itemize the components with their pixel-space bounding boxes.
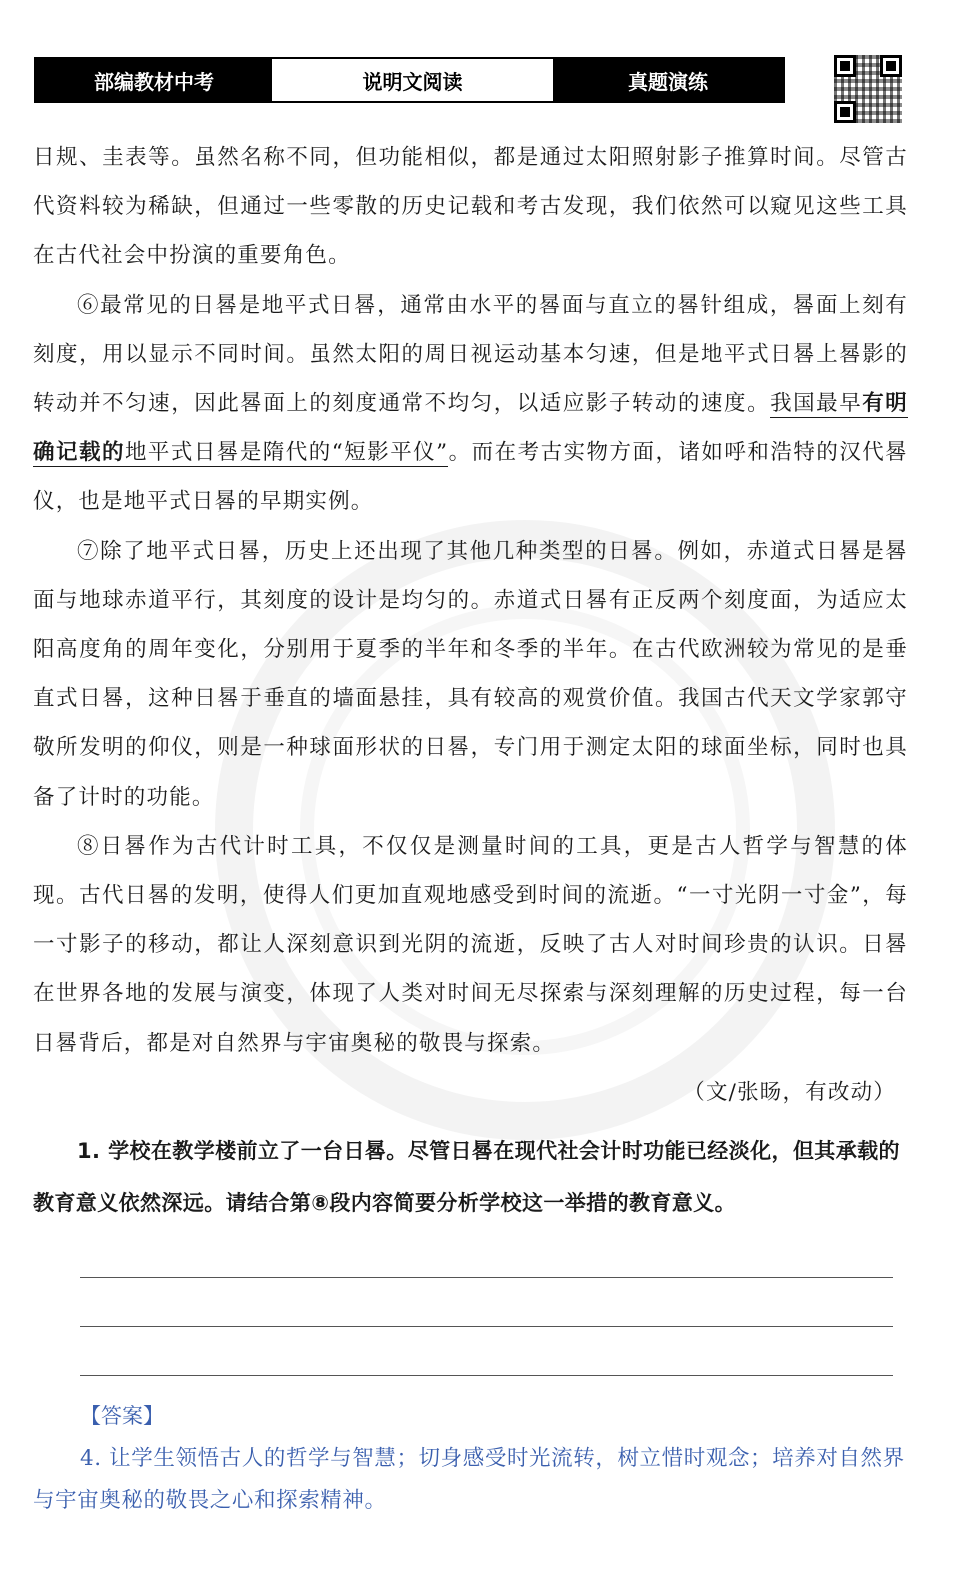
answer-label: 【答案】 [80, 1404, 164, 1429]
underlined-part-3: 地平式日晷是隋代的“短影平仪” [124, 440, 449, 466]
qr-code-icon[interactable] [834, 55, 902, 123]
header-left-label: 部编教材中考 [36, 59, 272, 101]
bold-phrase: 有明确记载的 [33, 391, 908, 466]
page-content [33, 133, 908, 1544]
header-bar [34, 57, 785, 103]
question-1 [33, 1125, 908, 1229]
answer-text: 4. 让学生领悟古人的哲学与智慧；切身感受时光流转，树立惜时观念；培养对自然界与宇宙奥秘的敬畏之心和探索精神。 [33, 1446, 905, 1514]
qr-finder-mark [834, 55, 856, 77]
qr-finder-mark [880, 55, 902, 77]
answer-line[interactable] [80, 1326, 893, 1327]
header-right-label: 真题演练 [553, 59, 783, 101]
paragraph-8: ⑧日晷作为古代计时工具，不仅仅是测量时间的工具，更是古人哲学与智慧的体现。古代日晷的发明，使得人们更加直观地感受到时间的流逝。“一寸光阴一寸金”，每一寸影子的移动，都让人深刻意识到光阴的流逝，反映了古人对时间珍贵的认识。日晷在世界各地的发展与演变，体现了人类对时间无尽探索与深刻理解的历史过程，每一台日晷背后，都是对自然界与宇宙奥秘的敬畏与探索。 [33, 833, 908, 1056]
answer-line[interactable] [80, 1375, 893, 1376]
paragraph-6 [33, 281, 908, 527]
header-center-label: 说明文阅读 [272, 59, 553, 101]
paragraph-continued: 日规、圭表等。虽然名称不同，但功能相似，都是通过太阳照射影子推算时间。尽管古代资料较为稀缺，但通过一些零散的历史记载和考古发现，我们依然可以窥见这些工具在古代社会中扮演的重要角色。 [33, 145, 908, 269]
source-attribution: （文/张旸，有改动） [683, 1079, 896, 1105]
paragraph-7: ⑦除了地平式日晷，历史上还出现了其他几种类型的日晷。例如，赤道式日晷是晷面与地球赤道平行，其刻度的设计是均匀的。赤道式日晷有正反两个刻度面，为适应太阳高度角的周年变化，分别用于夏季的半年和冬季的半年。在古代欧洲较为常见的是垂直式日晷，这种日晷于垂直的墙面悬挂，具有较高的观赏价值。我国古代天文学家郭守敬所发明的仰仪，则是一种球面形状的日晷，专门用于测定太阳的球面坐标，同时也具备了计时的功能。 [33, 538, 908, 810]
qr-finder-mark [834, 101, 856, 123]
question-text: 1. 学校在教学楼前立了一台日晷。尽管日晷在现代社会计时功能已经淡化，但其承载的教育意义依然深远。请结合第⑧段内容简要分析学校这一举措的教育意义。 [33, 1139, 900, 1216]
paragraph-6-text-b: 。而在考古实物方面，诸如呼和浩特的汉代晷仪，也是地平式日晷的早期实例。 [33, 440, 908, 515]
underlined-part-1: 我国最早 [770, 391, 863, 417]
answer-line[interactable] [80, 1277, 893, 1278]
paragraph-6-text-a: ⑥最常见的日晷是地平式日晷，通常由水平的晷面与直立的晷针组成，晷面上刻有刻度，用以显示不同时间。虽然太阳的周日视运动基本匀速，但是地平式日晷上晷影的转动并不匀速，因此晷面上的刻度通常不均匀，以适应影子转动的速度。 [33, 292, 908, 417]
